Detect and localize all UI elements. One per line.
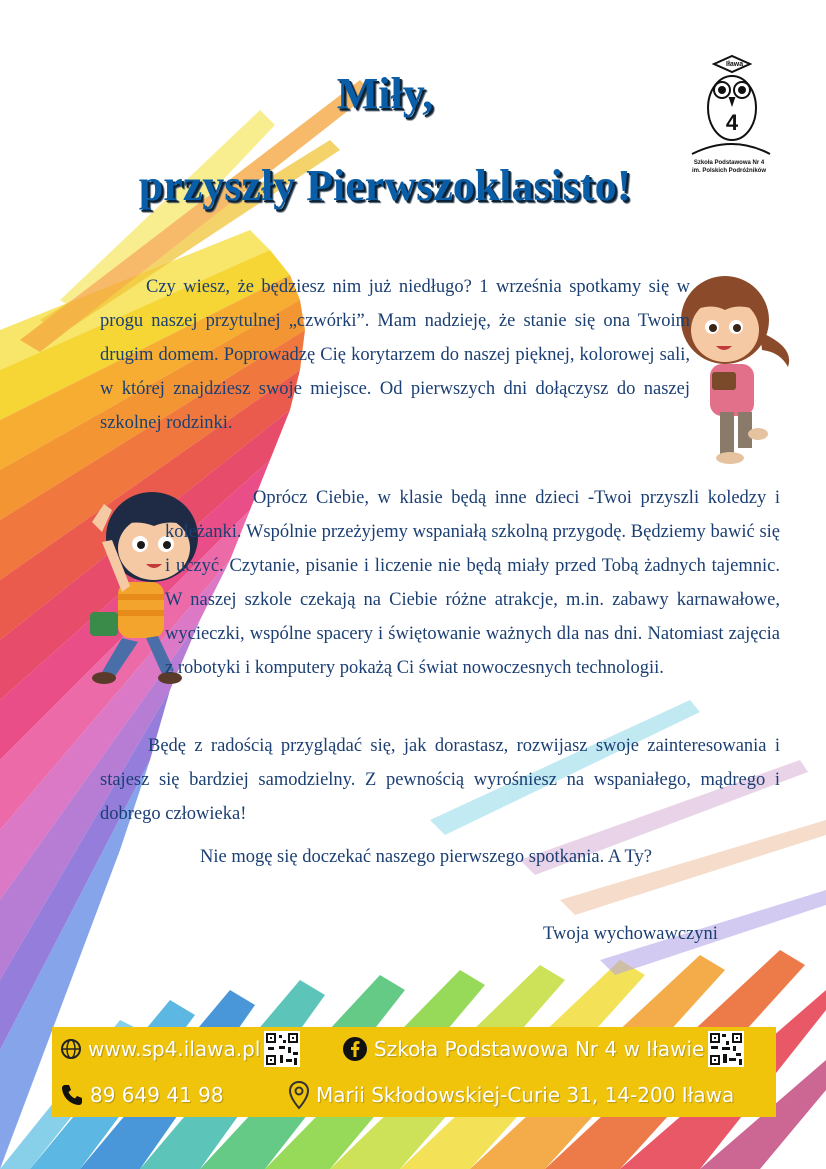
location-pin-icon [288, 1080, 310, 1110]
logo-school-line2: im. Polskich Podróżników [691, 168, 767, 174]
signature: Twoja wychowawczyni [543, 924, 718, 944]
phone-icon [60, 1083, 84, 1107]
paragraph-growing-up: Będę z radością przyglądać się, jak dorastasz, rozwijasz swoje zainteresowania i stajesz się bardziej samodzielny. Z pewnością wyrośniesz na wspaniałego, mądrego i dobrego człowieka! [100, 736, 780, 824]
paragraph-classmates: Oprócz Ciebie, w klasie będą inne dzieci -Twoi przyszli koledzy i koleżanki. Wspólnie przeżyjemy wspaniałą szkolną przygodę. Będziemy bawić się i uczyć. Czytanie, pisanie i liczenie nie będą miały przed Tobą żadnych tajemnic. W naszej szkole czekają na Ciebie różne atrakcje, m.in. zabawy karnawałowe, wycieczki, wspólne spacery i świętowanie ważnych dla nas dni. Natomiast zajęcia z robotyki i komputery pokażą Ci świat nowoczesnych technologii. [165, 488, 780, 678]
contact-footer [52, 1027, 776, 1117]
phone-number[interactable]: 89 649 41 98 [90, 1083, 224, 1107]
qr-code-icon [708, 1031, 744, 1067]
website-row [60, 1029, 300, 1069]
facebook-icon [342, 1036, 368, 1062]
logo-number: 4 [725, 110, 739, 135]
logo-town: Iława [726, 61, 744, 68]
facebook-link[interactable]: Szkoła Podstawowa Nr 4 w Iławie [374, 1037, 705, 1061]
page-title-line2: przyszły Pierwszoklasisto! [138, 161, 632, 210]
school-logo [684, 50, 774, 175]
facebook-row [342, 1029, 744, 1069]
website-link[interactable]: www.sp4.ilawa.pl [88, 1037, 261, 1061]
owl-icon [692, 56, 770, 154]
page-title-line1: Miły, [336, 69, 434, 118]
logo-school-line1: Szkoła Podstawowa Nr 4 [693, 160, 765, 166]
globe-icon [60, 1038, 82, 1060]
qr-code-icon [264, 1031, 300, 1067]
address-row [288, 1075, 734, 1115]
phone-row [60, 1075, 224, 1115]
address-text: Marii Skłodowskiej-Curie 31, 14-200 Iława [316, 1083, 735, 1107]
paragraph-intro: Czy wiesz, że będziesz nim już niedługo? 1 września spotkamy się w progu naszej przytulnej „czwórki”. Mam nadzieję, że stanie się ona Twoim drugim domem. Poprowadzę Cię korytarzem do naszej pięknej, kolorowej sali, w której znajdziesz swoje miejsce. Od pierwszych dni dołączysz do naszej szkolnej rodzinki. [100, 277, 690, 433]
paragraph-closing: Nie mogę się doczekać naszego pierwszego spotkania. A Ty? [200, 847, 652, 867]
